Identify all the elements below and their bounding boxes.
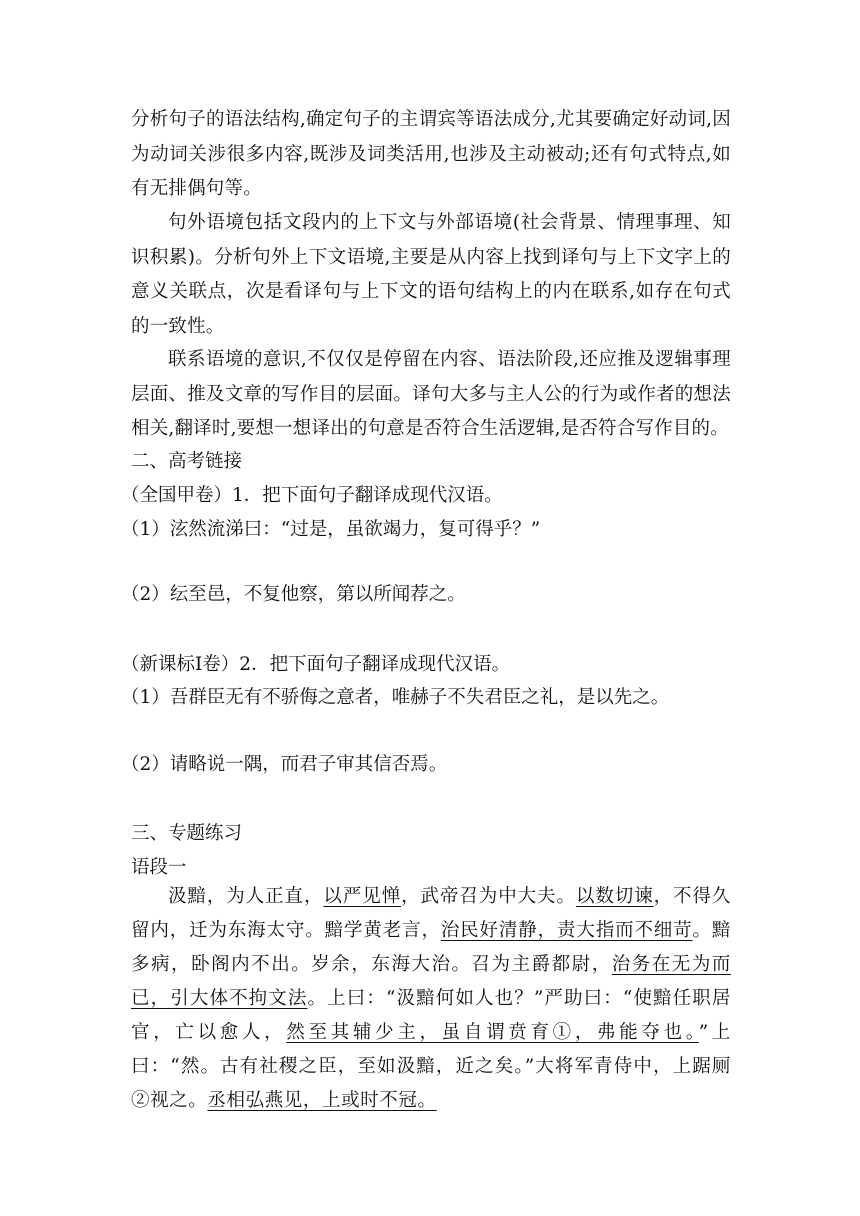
passage-segment: ，不得久留内，迁为东海太守。黯学黄老言， [131, 886, 731, 941]
classical-passage [131, 880, 731, 1118]
section-heading-practice: 三、专题练习 [131, 823, 243, 844]
question-1-item-1: （1）泫然流涕曰：“过是，虽欲竭力，复可得乎？” [121, 519, 541, 540]
question-2-intro: （新课标Ⅰ卷）2．把下面句子翻译成现代汉语。 [121, 654, 511, 675]
question-1-item-2: （2）纭至邑，不复他察，第以所闻荐之。 [121, 584, 466, 605]
passage-label: 语段一 [131, 857, 187, 878]
passage-segment: 。上曰：“汲黯何如人也？”严助曰：“使黯任职居官，亡以愈人， [131, 988, 731, 1043]
passage-segment-underlined: 丞相弘燕见，上或时不冠。 [207, 1090, 437, 1111]
paragraph-grammar-analysis: 分析句子的语法结构,确定句子的主谓宾等语法成分,尤其要确定好动词,因为动词关涉很多内容,既涉及词类活用,也涉及主动被动;还有句式特点,如有无排偶句等。 [131, 109, 731, 199]
passage-segment-underlined: 然至其辅少主，虽自谓贲育①，弗能夺也。 [286, 1022, 699, 1043]
passage-segment: 。黯多病，卧阁内不出。岁余，东海大治。召为主爵都尉， [131, 920, 731, 975]
paragraph-outer-context: 句外语境包括文段内的上下文与外部语境(社会背景、情理事理、知识积累)。分析句外上下文语境,主要是从内容上找到译句与上下文字上的意义关联点，次是看译句与上下文的语句结构上的内在联系,如存在句式的一致性。 [131, 212, 731, 337]
passage-segment-underlined: 以数切谏 [575, 886, 654, 907]
passage-segment-underlined: 以严见惮 [323, 886, 402, 907]
passage-segment: ，武帝召为中大夫。 [401, 886, 576, 907]
passage-segment-underlined: 治务在无为而已，引大体不拘文法 [131, 954, 731, 1009]
section-heading-gaokao-links: 二、高考链接 [131, 451, 243, 472]
paragraph-context-awareness: 联系语境的意识,不仅仅是停留在内容、语法阶段,还应推及逻辑事理层面、推及文章的写作目的层面。译句大多与主人公的行为或作者的想法相关,翻译时,要想一想译出的句意是否符合生活逻辑,是否符合写作目的。 [131, 349, 731, 439]
passage-segment: 汲黯，为人正直， [168, 886, 324, 907]
question-1-intro: （全国甲卷）1．把下面句子翻译成现代汉语。 [121, 485, 503, 506]
question-2-item-2: （2）请略说一隅，而君子审其信否焉。 [121, 754, 448, 775]
passage-segment-underlined: 治民好清静，责大指而不细苛 [440, 920, 693, 941]
question-2-item-1: （1）吾群臣无有不骄侮之意者，唯赫子不失君臣之礼，是以先之。 [121, 687, 670, 708]
passage-segment: ”上曰：“然。古有社稷之臣，至如汲黯，近之矣。”大将军青侍中，上踞厕②视之。 [131, 1022, 731, 1111]
